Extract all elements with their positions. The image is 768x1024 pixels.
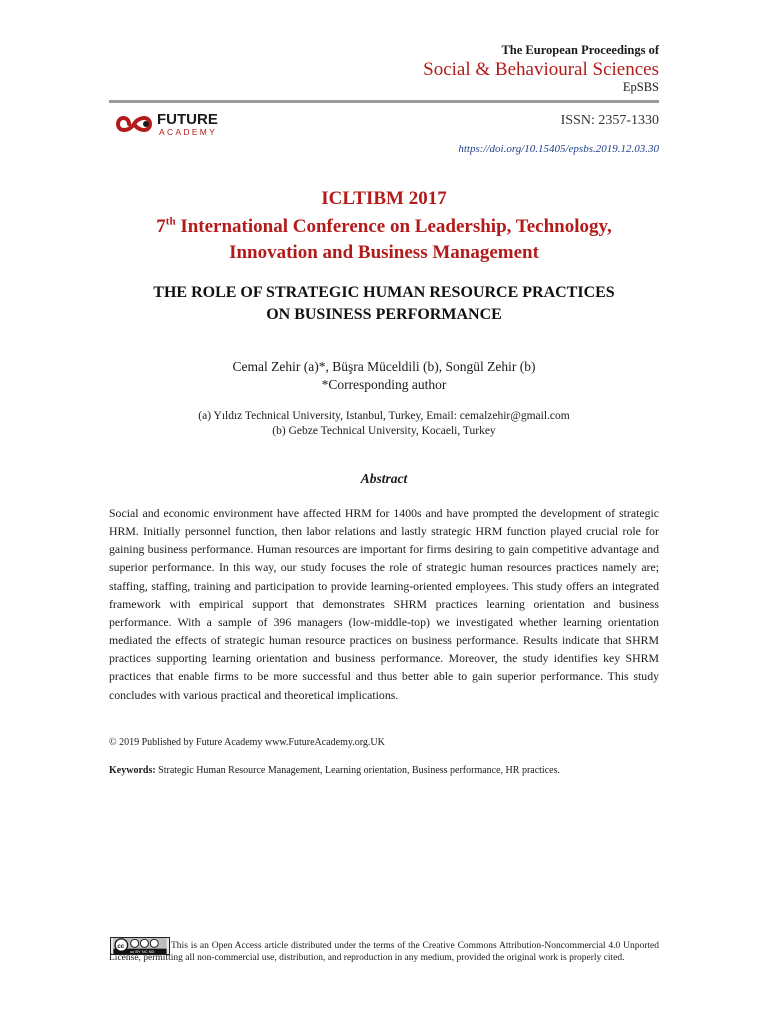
- license-text: This is an Open Access article distributed under the terms of the Creative Commons Attribution-Noncommercial 4.0 Unported License, permitting all non-commercial use, distribution, and reproduction in any medium, provided the original work is properly cited.: [109, 941, 659, 963]
- cc-badge-text: cc BY NC ND: [130, 949, 155, 955]
- paper-title-line2: ON BUSINESS PERFORMANCE: [266, 306, 502, 323]
- conference-ordinal: 7: [156, 216, 166, 237]
- future-academy-logo: [115, 109, 275, 139]
- logo-text-bottom: ACADEMY: [159, 127, 218, 137]
- keywords-label: Keywords:: [109, 765, 156, 776]
- header-rule: [109, 100, 659, 103]
- affiliation-a: (a) Yıldız Technical University, Istanbul, Turkey, Email: cemalzehir@gmail.com: [198, 410, 570, 422]
- journal-abbreviation: EpSBS: [622, 80, 659, 94]
- journal-title-line2: Social & Behavioural Sciences: [423, 59, 659, 80]
- journal-title-line1: The European Proceedings of: [501, 43, 659, 57]
- infinity-icon: [118, 118, 150, 130]
- svg-text:cc: cc: [117, 942, 125, 950]
- issn: ISSN: 2357-1330: [560, 113, 659, 128]
- copyright-notice: © 2019 Published by Future Academy www.FutureAcademy.org.UK: [109, 737, 385, 748]
- conference-ordinal-suffix: th: [165, 215, 176, 228]
- keywords: [109, 765, 560, 776]
- conference-title-text: International Conference on Leadership, Technology,: [175, 216, 612, 237]
- keywords-list: Strategic Human Resource Management, Learning orientation, Business performance, HR practices.: [155, 765, 560, 776]
- abstract-heading: Abstract: [360, 471, 408, 486]
- corresponding-author-note: *Corresponding author: [321, 377, 447, 392]
- abstract-body: Social and economic environment have affected HRM for 1400s and have prompted the development of strategic HRM. Initially personnel function, then labor relations and lastly strategic HRM function played crucial role for gaining business performance. Human resources are important for firms desiring to gain competitive advantage and superior performance. In this way, our study focuses the role of strategic human resources practices namely are; staffing, staffing, training and participation to provide learning-oriented employees. This study offers an integrated framework with empirical support that demonstrates SHRM practices learning orientation and business performance. With a sample of 396 managers (low-middle-top) we investigated whether learning orientation mediated the effects of strategic human resource practices on business performance. Results indicate that SHRM practices supporting learning orientation and business performance. Moreover, the study identifies key SHRM practices that enable firms to be more successful and thus better able to gain superior performance. This study concludes with various practical and theoretical implications.: [109, 506, 659, 702]
- paper-title-line1: THE ROLE OF STRATEGIC HUMAN RESOURCE PRACTICES: [153, 284, 615, 301]
- license-notice: [109, 940, 659, 964]
- logo-text-top: FUTURE: [157, 111, 218, 128]
- conference-title-line1: [109, 216, 659, 238]
- affiliation-b: (b) Gebze Technical University, Kocaeli, Turkey: [272, 425, 496, 437]
- authors: Cemal Zehir (a)*, Büşra Müceldili (b), Songül Zehir (b): [232, 359, 536, 374]
- conference-title-line2: Innovation and Business Management: [229, 242, 539, 263]
- doi-link[interactable]: https://doi.org/10.15405/epsbs.2019.12.03.30: [458, 143, 659, 155]
- conference-name: ICLTIBM 2017: [321, 188, 447, 209]
